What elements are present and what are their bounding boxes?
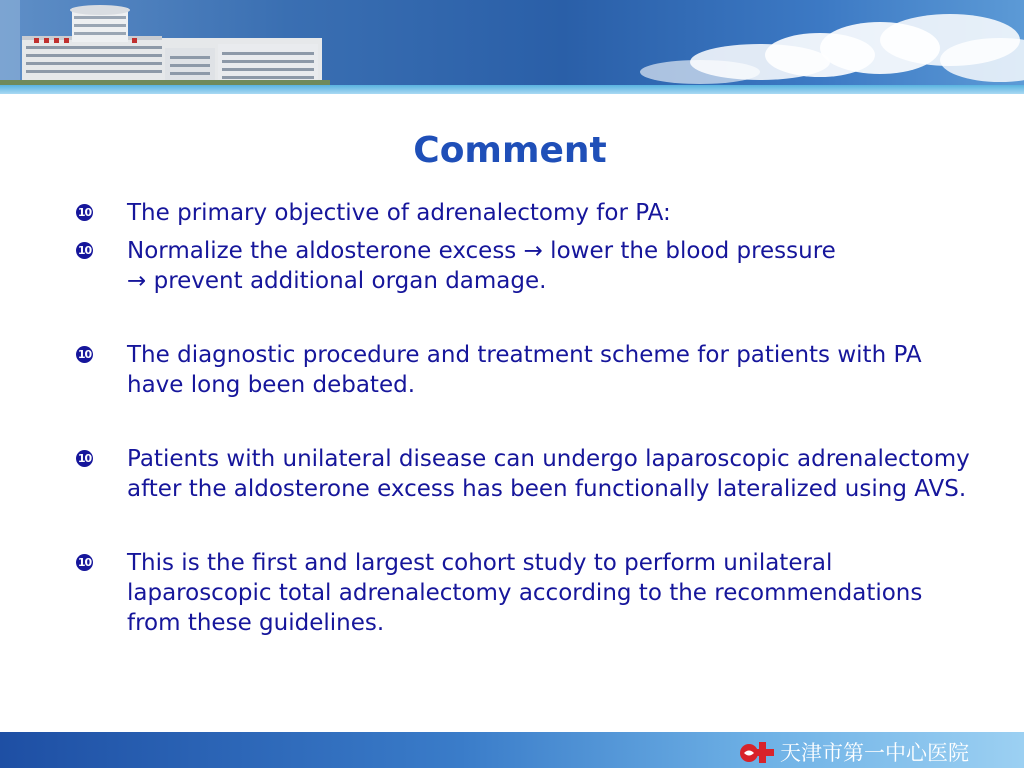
bullet-text: The diagnostic procedure and treatment scheme for patients with PA have long been debated.: [127, 342, 922, 398]
bullet-list: [74, 198, 974, 638]
hospital-building-image: [0, 0, 1024, 85]
bullet-item: [74, 198, 974, 228]
circled-number-ten-icon: 10: [77, 556, 92, 569]
right-arrow-icon: →: [127, 268, 147, 294]
circled-number-ten-icon: 10: [77, 206, 92, 219]
bullet-item: [74, 340, 974, 400]
hospital-name: 天津市第一中心医院: [780, 741, 969, 765]
bullet-text: The primary objective of adrenalectomy for PA:: [127, 200, 671, 226]
bullet-item: [74, 444, 974, 504]
bullet-item: [74, 548, 974, 638]
bullet-text: Normalize the aldosterone excess: [127, 238, 524, 264]
bullet-text: This is the first and largest cohort study to perform unilateral laparoscopic total adrenalectomy according to the recommendations from these guidelines.: [127, 550, 923, 636]
circled-number-ten-icon: 10: [77, 244, 92, 257]
bullet-text: prevent additional organ damage.: [146, 268, 547, 294]
circled-number-ten-icon: 10: [77, 348, 92, 361]
circled-number-ten-icon: 10: [77, 452, 92, 465]
bullet-text: Patients with unilateral disease can undergo laparoscopic adrenalectomy after the aldosterone excess has been functionally lateralized using AVS.: [127, 446, 970, 502]
slide-title: Comment: [413, 130, 607, 171]
header-banner: [0, 0, 1024, 85]
bullet-item: [74, 236, 974, 296]
right-arrow-icon: →: [523, 238, 543, 264]
red-cross-logo-icon: [738, 739, 776, 765]
bullet-text: lower the blood pressure: [542, 238, 836, 264]
header-divider: [0, 85, 1024, 94]
